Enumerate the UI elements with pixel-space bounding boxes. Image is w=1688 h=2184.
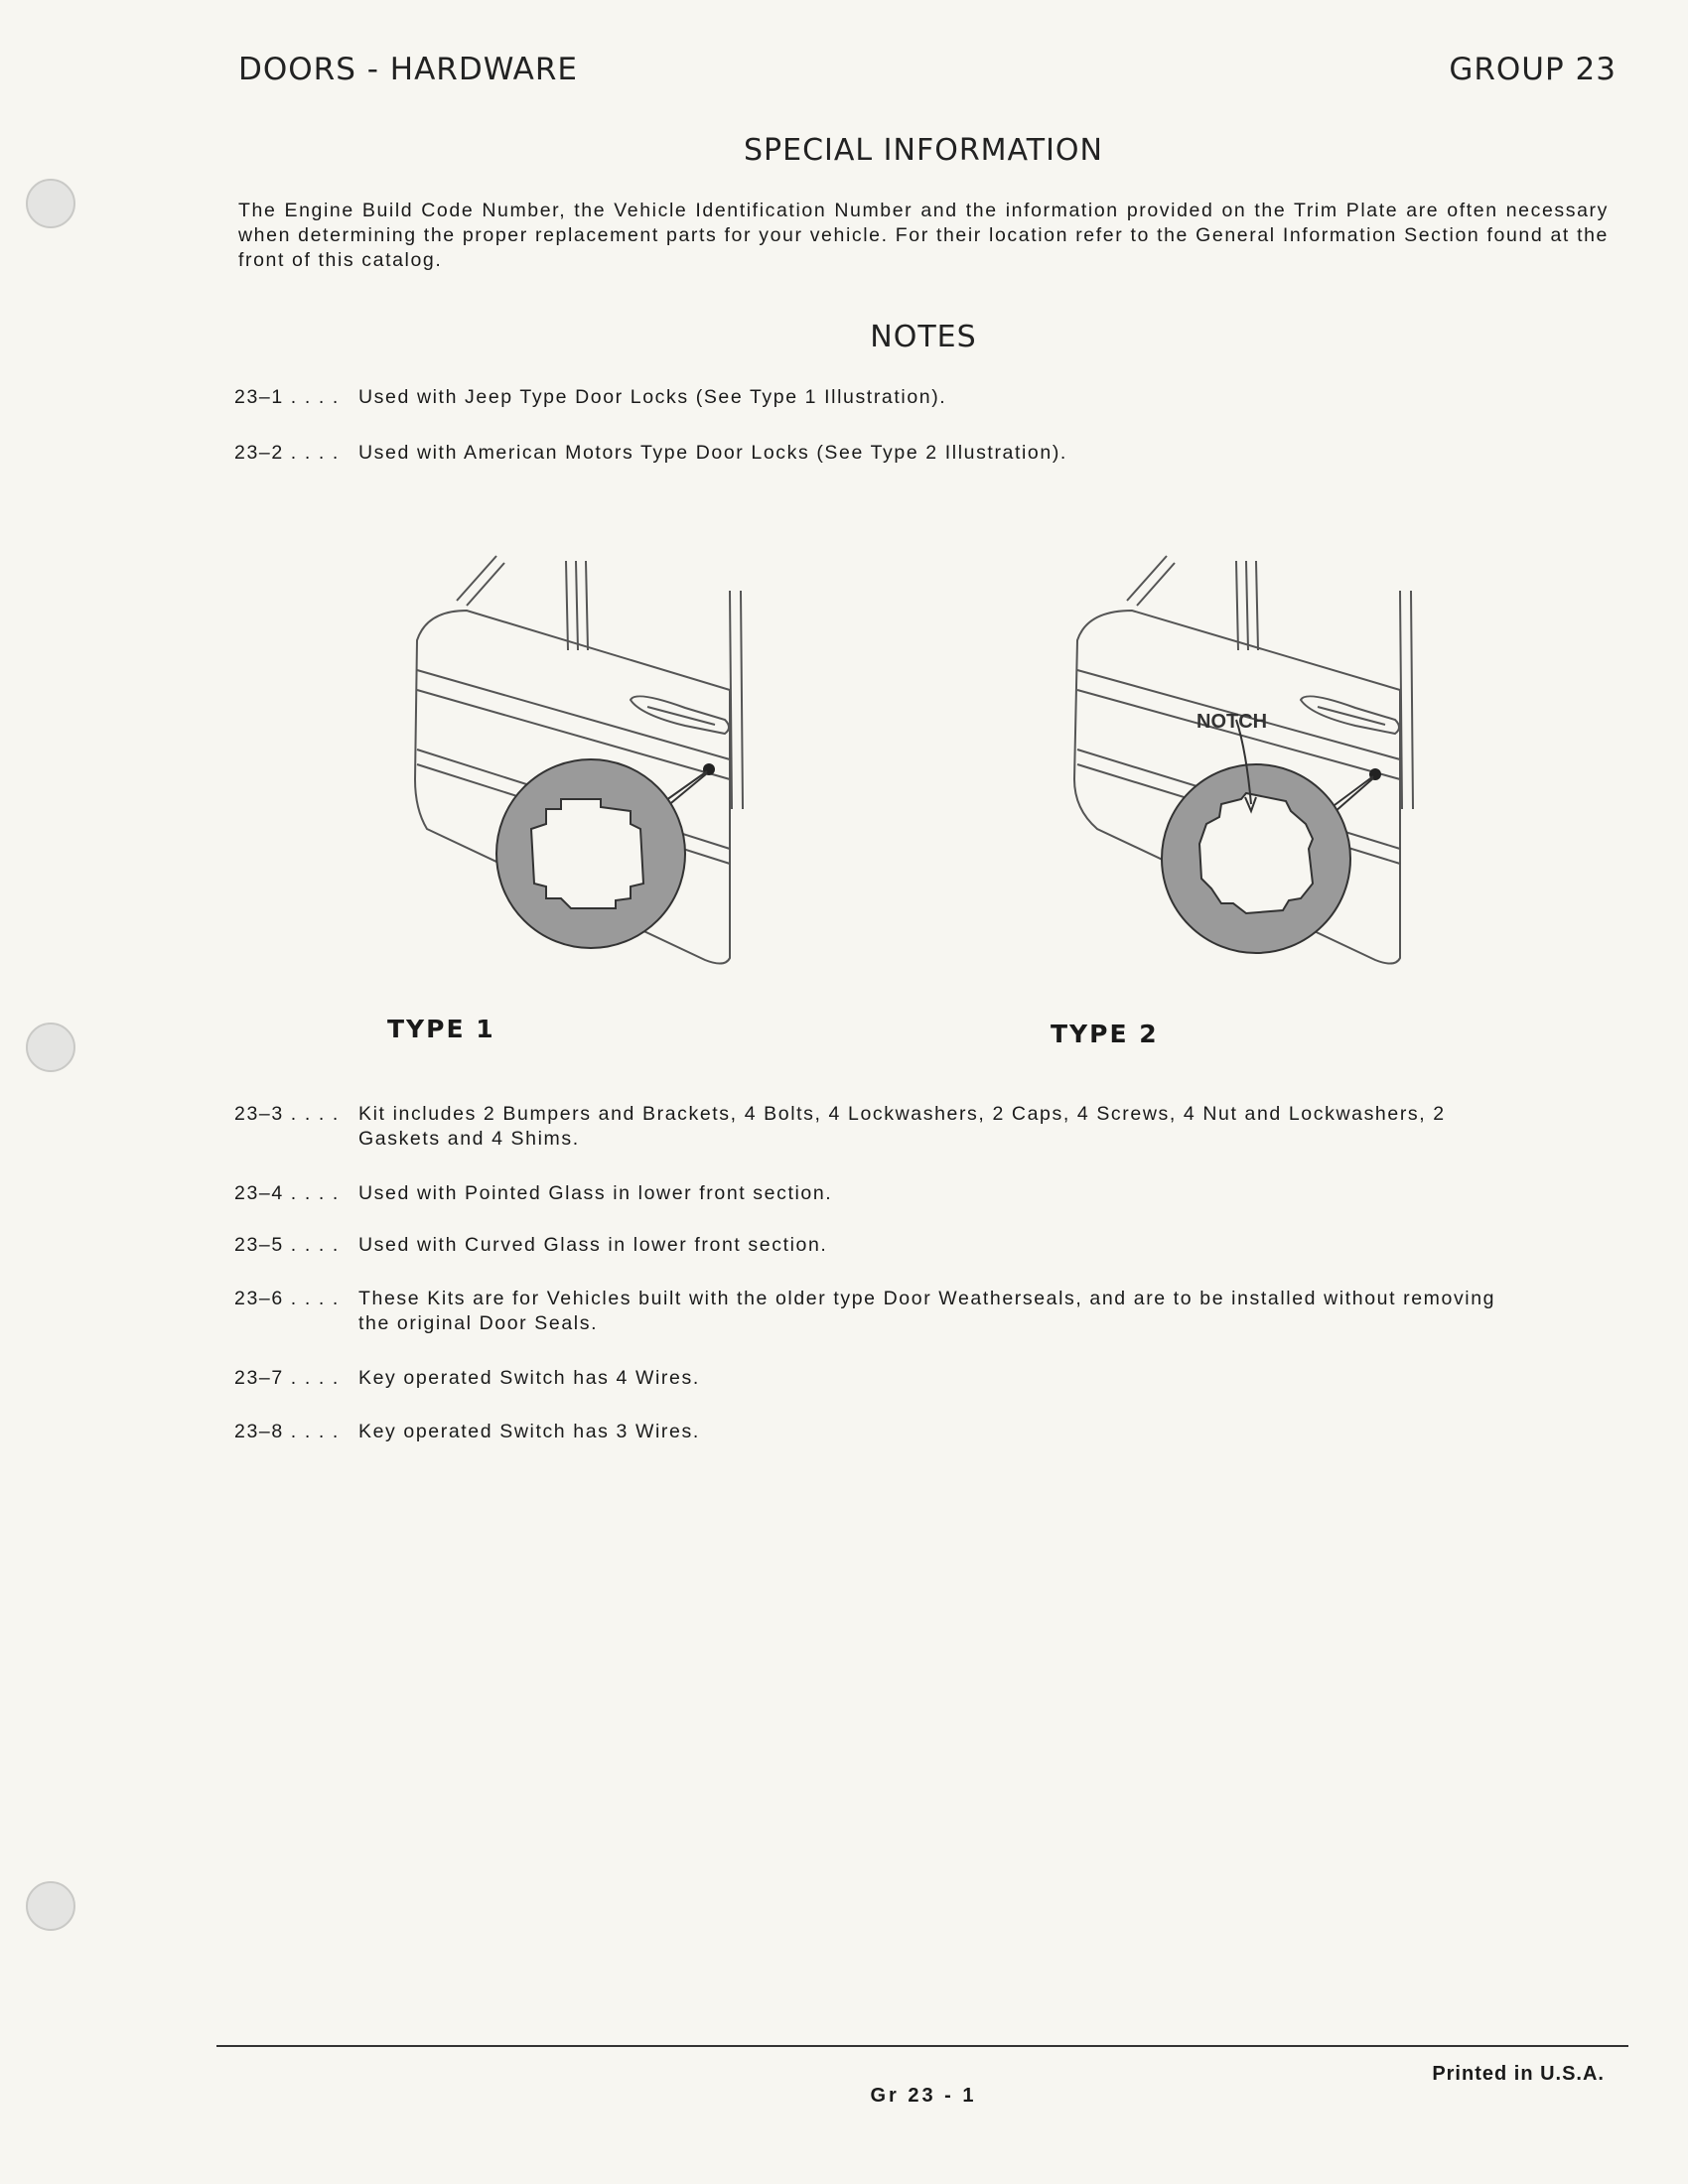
note-text: Key operated Switch has 3 Wires. bbox=[358, 1421, 700, 1442]
note-number: 23–5 . . . . bbox=[234, 1234, 340, 1256]
note-number: 23–1 . . . . bbox=[234, 386, 340, 408]
note-text: These Kits are for Vehicles built with the older type Door Weatherseals, and are to be installed without removing the original Door Seals. bbox=[358, 1288, 1496, 1334]
note-text: Used with Jeep Type Door Locks (See Type 1 Illustration). bbox=[358, 386, 947, 408]
type2-label: TYPE 2 bbox=[1051, 1020, 1159, 1048]
note-text: Used with American Motors Type Door Locks (See Type 2 Illustration). bbox=[358, 442, 1067, 464]
notch-label: NOTCH bbox=[1196, 711, 1268, 733]
page-number: Gr 23 - 1 bbox=[870, 2085, 977, 2107]
note-number: 23–7 . . . . bbox=[234, 1367, 340, 1389]
note-item bbox=[234, 441, 1525, 466]
note-text: Used with Curved Glass in lower front section. bbox=[358, 1234, 828, 1256]
binder-hole-top bbox=[26, 179, 75, 228]
special-information-title: SPECIAL INFORMATION bbox=[744, 133, 1103, 168]
note-item bbox=[234, 1287, 1525, 1336]
type1-door-lock-illustration bbox=[387, 551, 774, 968]
special-information-text: The Engine Build Code Number, the Vehicle Identification Number and the information provided on the Trim Plate are often necessary when determining the proper replacement parts for your vehicle. For their location refer to the General Information Section found at the front of this catalog. bbox=[238, 200, 1609, 271]
note-number: 23–6 . . . . bbox=[234, 1288, 340, 1309]
note-item bbox=[234, 1102, 1525, 1152]
note-item bbox=[234, 1420, 1525, 1444]
note-number: 23–3 . . . . bbox=[234, 1103, 340, 1125]
note-text: Used with Pointed Glass in lower front section. bbox=[358, 1182, 833, 1204]
note-item bbox=[234, 1233, 1525, 1258]
section-heading: DOORS - HARDWARE bbox=[238, 52, 578, 87]
printed-in-label: Printed in U.S.A. bbox=[1432, 2063, 1605, 2085]
note-item bbox=[234, 1366, 1525, 1391]
type1-label: TYPE 1 bbox=[387, 1015, 495, 1043]
note-text: Kit includes 2 Bumpers and Brackets, 4 Bolts, 4 Lockwashers, 2 Caps, 4 Screws, 4 Nut and Lockwashers, 2 Gaskets and 4 Shims. bbox=[358, 1103, 1446, 1150]
group-heading: GROUP 23 bbox=[1449, 52, 1617, 87]
note-text: Key operated Switch has 4 Wires. bbox=[358, 1367, 700, 1389]
note-number: 23–2 . . . . bbox=[234, 442, 340, 464]
note-item bbox=[234, 1181, 1525, 1206]
note-item bbox=[234, 385, 1525, 410]
notes-title: NOTES bbox=[870, 320, 977, 354]
note-number: 23–8 . . . . bbox=[234, 1421, 340, 1442]
footer-divider bbox=[216, 2045, 1628, 2047]
binder-hole-middle bbox=[26, 1023, 75, 1072]
type2-door-lock-illustration bbox=[1053, 551, 1450, 968]
note-number: 23–4 . . . . bbox=[234, 1182, 340, 1204]
binder-hole-bottom bbox=[26, 1881, 75, 1931]
